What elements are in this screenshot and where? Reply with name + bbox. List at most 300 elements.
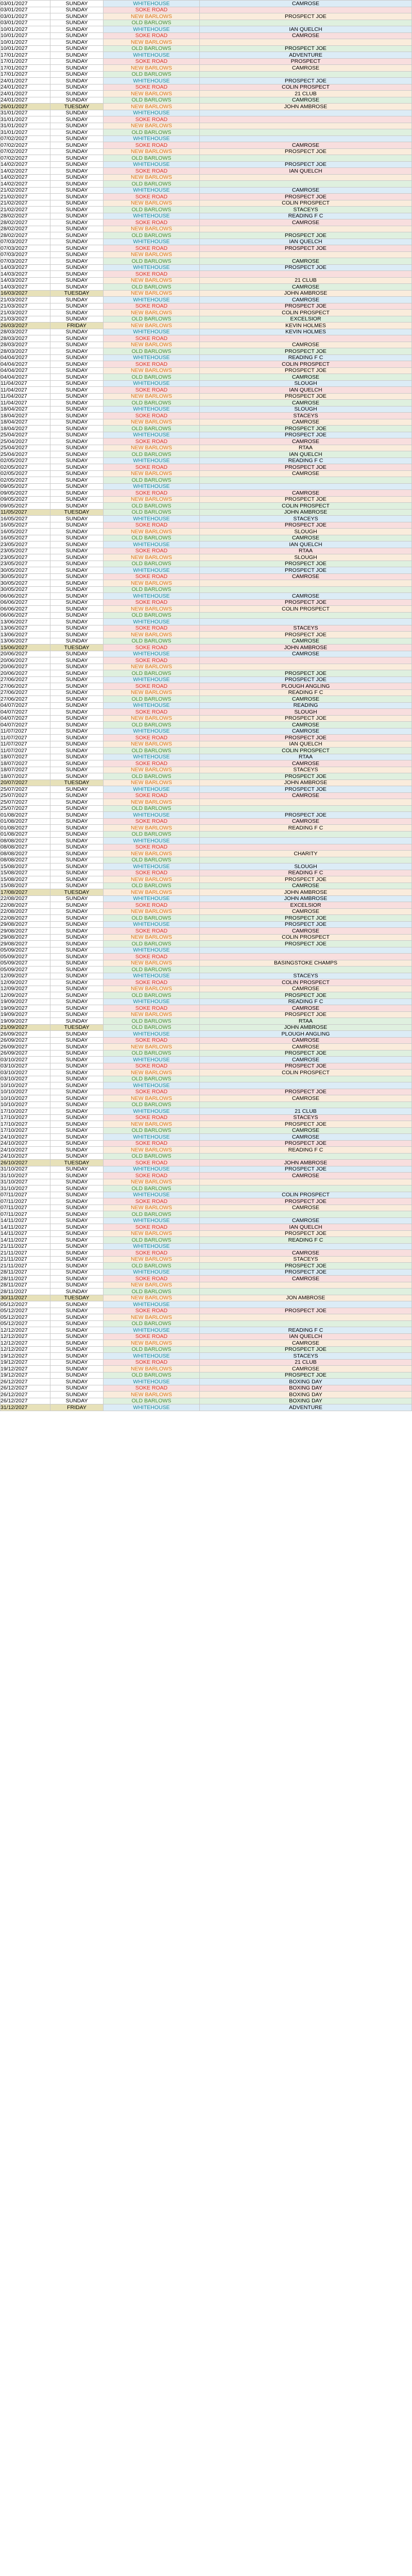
team-cell[interactable]: WHITEHOUSE xyxy=(104,619,200,625)
opponent-cell[interactable] xyxy=(200,664,412,670)
day-cell[interactable]: SUNDAY xyxy=(50,986,104,992)
opponent-cell[interactable]: STACEYS xyxy=(200,973,412,979)
opponent-cell[interactable]: SLOUGH xyxy=(200,863,412,870)
team-cell[interactable]: OLD BARLOWS xyxy=(104,477,200,484)
opponent-cell[interactable]: PROSPECT JOE xyxy=(200,432,412,438)
day-cell[interactable]: SUNDAY xyxy=(50,1050,104,1057)
team-cell[interactable]: OLD BARLOWS xyxy=(104,1211,200,1218)
day-cell[interactable]: SUNDAY xyxy=(50,116,104,123)
date-cell[interactable]: 25/07/2027 xyxy=(1,799,50,806)
date-cell[interactable]: 27/06/2027 xyxy=(1,676,50,683)
team-cell[interactable]: SOKE ROAD xyxy=(104,1173,200,1179)
opponent-cell[interactable]: READING F C xyxy=(200,825,412,832)
opponent-cell[interactable]: CAMROSE xyxy=(200,1095,412,1102)
date-cell[interactable]: 21/03/2027 xyxy=(1,297,50,303)
date-cell[interactable]: 31/01/2027 xyxy=(1,129,50,136)
team-cell[interactable]: SOKE ROAD xyxy=(104,792,200,799)
day-cell[interactable]: SUNDAY xyxy=(50,683,104,690)
day-cell[interactable]: SUNDAY xyxy=(50,915,104,922)
opponent-cell[interactable]: RTAA xyxy=(200,445,412,451)
opponent-cell[interactable]: IAN QUELCH xyxy=(200,1333,412,1340)
team-cell[interactable]: WHITEHOUSE xyxy=(104,786,200,793)
team-cell[interactable]: WHITEHOUSE xyxy=(104,1057,200,1063)
team-cell[interactable]: WHITEHOUSE xyxy=(104,329,200,335)
day-cell[interactable]: SUNDAY xyxy=(50,1289,104,1295)
opponent-cell[interactable]: JOHN AMBROSE xyxy=(200,290,412,297)
day-cell[interactable]: SUNDAY xyxy=(50,1089,104,1095)
team-cell[interactable]: NEW BARLOWS xyxy=(104,1044,200,1050)
day-cell[interactable]: SUNDAY xyxy=(50,561,104,567)
team-cell[interactable]: SOKE ROAD xyxy=(104,387,200,394)
date-cell[interactable]: 03/01/2027 xyxy=(1,13,50,20)
date-cell[interactable]: 27/06/2027 xyxy=(1,689,50,696)
team-cell[interactable]: SOKE ROAD xyxy=(104,1385,200,1392)
opponent-cell[interactable]: PROSPECT JOE xyxy=(200,264,412,271)
date-cell[interactable]: 17/01/2027 xyxy=(1,65,50,72)
team-cell[interactable]: OLD BARLOWS xyxy=(104,129,200,136)
opponent-cell[interactable]: CAMROSE xyxy=(200,65,412,72)
date-cell[interactable]: 07/11/2027 xyxy=(1,1211,50,1218)
opponent-cell[interactable]: JOHN AMBROSE xyxy=(200,779,412,786)
opponent-cell[interactable]: CAMROSE xyxy=(200,1057,412,1063)
opponent-cell[interactable]: SLOUGH xyxy=(200,554,412,561)
date-cell[interactable]: 25/07/2027 xyxy=(1,792,50,799)
opponent-cell[interactable]: CAMROSE xyxy=(200,593,412,600)
opponent-cell[interactable]: STACEYS xyxy=(200,1353,412,1360)
day-cell[interactable]: SUNDAY xyxy=(50,1211,104,1218)
opponent-cell[interactable]: CAMROSE xyxy=(200,419,412,426)
date-cell[interactable]: 02/05/2027 xyxy=(1,477,50,484)
date-cell[interactable]: 28/03/2027 xyxy=(1,348,50,355)
day-cell[interactable]: SUNDAY xyxy=(50,1366,104,1372)
day-cell[interactable]: TUESDAY xyxy=(50,1295,104,1301)
opponent-cell[interactable]: CAMROSE xyxy=(200,651,412,657)
day-cell[interactable]: SUNDAY xyxy=(50,71,104,78)
opponent-cell[interactable]: EXCELSIOR xyxy=(200,902,412,909)
opponent-cell[interactable]: PROSPECT JOE xyxy=(200,915,412,922)
opponent-cell[interactable]: PROSPECT JOE xyxy=(200,1050,412,1057)
opponent-cell[interactable]: JOHN AMBROSE xyxy=(200,645,412,651)
date-cell[interactable]: 14/02/2027 xyxy=(1,174,50,181)
day-cell[interactable]: SUNDAY xyxy=(50,342,104,348)
team-cell[interactable]: WHITEHOUSE xyxy=(104,1301,200,1308)
date-cell[interactable]: 26/10/2027 xyxy=(1,1160,50,1166)
day-cell[interactable]: SUNDAY xyxy=(50,702,104,709)
opponent-cell[interactable]: PROSPECT JOE xyxy=(200,921,412,928)
day-cell[interactable]: SUNDAY xyxy=(50,541,104,548)
team-cell[interactable]: WHITEHOUSE xyxy=(104,483,200,490)
day-cell[interactable]: SUNDAY xyxy=(50,928,104,935)
date-cell[interactable]: 24/01/2027 xyxy=(1,78,50,84)
team-cell[interactable]: SOKE ROAD xyxy=(104,1359,200,1366)
team-cell[interactable]: OLD BARLOWS xyxy=(104,722,200,728)
date-cell[interactable]: 01/08/2027 xyxy=(1,812,50,819)
team-cell[interactable]: OLD BARLOWS xyxy=(104,696,200,703)
day-cell[interactable]: SUNDAY xyxy=(50,1057,104,1063)
team-cell[interactable]: OLD BARLOWS xyxy=(104,509,200,516)
team-cell[interactable]: WHITEHOUSE xyxy=(104,516,200,522)
date-cell[interactable]: 30/05/2027 xyxy=(1,567,50,574)
date-cell[interactable]: 31/12/2027 xyxy=(1,1404,50,1411)
opponent-cell[interactable] xyxy=(200,271,412,278)
date-cell[interactable]: 25/04/2027 xyxy=(1,445,50,451)
date-cell[interactable]: 11/05/2027 xyxy=(1,509,50,516)
date-cell[interactable]: 08/08/2027 xyxy=(1,844,50,851)
day-cell[interactable]: SUNDAY xyxy=(50,264,104,271)
opponent-cell[interactable]: PROSPECT JOE xyxy=(200,632,412,638)
team-cell[interactable]: NEW BARLOWS xyxy=(104,496,200,503)
opponent-cell[interactable]: 21 CLUB xyxy=(200,1359,412,1366)
opponent-cell[interactable]: EXCELSIOR xyxy=(200,316,412,323)
opponent-cell[interactable] xyxy=(200,39,412,46)
date-cell[interactable]: 27/06/2027 xyxy=(1,683,50,690)
opponent-cell[interactable]: PROSPECT JOE xyxy=(200,367,412,374)
team-cell[interactable]: SOKE ROAD xyxy=(104,84,200,91)
team-cell[interactable]: NEW BARLOWS xyxy=(104,554,200,561)
team-cell[interactable]: WHITEHOUSE xyxy=(104,1031,200,1038)
team-cell[interactable]: OLD BARLOWS xyxy=(104,915,200,922)
team-cell[interactable]: NEW BARLOWS xyxy=(104,445,200,451)
opponent-cell[interactable] xyxy=(200,838,412,844)
opponent-cell[interactable]: PROSPECT JOE xyxy=(200,561,412,567)
team-cell[interactable]: OLD BARLOWS xyxy=(104,451,200,458)
team-cell[interactable]: NEW BARLOWS xyxy=(104,1295,200,1301)
team-cell[interactable]: OLD BARLOWS xyxy=(104,45,200,52)
opponent-cell[interactable]: 21 CLUB xyxy=(200,91,412,97)
opponent-cell[interactable]: IAN QUELCH xyxy=(200,1224,412,1231)
date-cell[interactable]: 12/12/2027 xyxy=(1,1340,50,1347)
team-cell[interactable]: NEW BARLOWS xyxy=(104,1147,200,1154)
day-cell[interactable]: SUNDAY xyxy=(50,522,104,529)
day-cell[interactable]: SUNDAY xyxy=(50,251,104,258)
day-cell[interactable]: SUNDAY xyxy=(50,207,104,213)
day-cell[interactable]: SUNDAY xyxy=(50,805,104,812)
opponent-cell[interactable]: CAMROSE xyxy=(200,1205,412,1211)
team-cell[interactable]: WHITEHOUSE xyxy=(104,1,200,7)
team-cell[interactable]: NEW BARLOWS xyxy=(104,123,200,129)
day-cell[interactable]: SUNDAY xyxy=(50,1282,104,1289)
opponent-cell[interactable] xyxy=(200,129,412,136)
day-cell[interactable]: SUNDAY xyxy=(50,380,104,387)
date-cell[interactable]: 24/01/2027 xyxy=(1,91,50,97)
day-cell[interactable]: SUNDAY xyxy=(50,400,104,406)
date-cell[interactable]: 07/03/2027 xyxy=(1,245,50,252)
date-cell[interactable]: 07/03/2027 xyxy=(1,251,50,258)
team-cell[interactable]: NEW BARLOWS xyxy=(104,889,200,896)
team-cell[interactable]: OLD BARLOWS xyxy=(104,1346,200,1353)
opponent-cell[interactable] xyxy=(200,20,412,26)
day-cell[interactable]: SUNDAY xyxy=(50,419,104,426)
team-cell[interactable]: NEW BARLOWS xyxy=(104,1205,200,1211)
team-cell[interactable]: SOKE ROAD xyxy=(104,548,200,554)
day-cell[interactable]: SUNDAY xyxy=(50,161,104,168)
day-cell[interactable]: SUNDAY xyxy=(50,457,104,464)
day-cell[interactable]: SUNDAY xyxy=(50,979,104,986)
opponent-cell[interactable]: READING F C xyxy=(200,689,412,696)
date-cell[interactable]: 26/09/2027 xyxy=(1,1050,50,1057)
day-cell[interactable]: TUESDAY xyxy=(50,104,104,110)
date-cell[interactable]: 21/02/2027 xyxy=(1,200,50,207)
team-cell[interactable]: WHITEHOUSE xyxy=(104,651,200,657)
date-cell[interactable]: 11/04/2027 xyxy=(1,400,50,406)
date-cell[interactable]: 23/05/2027 xyxy=(1,541,50,548)
opponent-cell[interactable]: ADVENTURE xyxy=(200,1404,412,1411)
date-cell[interactable]: 25/04/2027 xyxy=(1,432,50,438)
day-cell[interactable]: SUNDAY xyxy=(50,1082,104,1089)
day-cell[interactable]: SUNDAY xyxy=(50,1224,104,1231)
team-cell[interactable]: NEW BARLOWS xyxy=(104,799,200,806)
date-cell[interactable]: 19/12/2027 xyxy=(1,1366,50,1372)
opponent-cell[interactable]: CAMROSE xyxy=(200,928,412,935)
opponent-cell[interactable]: IAN QUELCH xyxy=(200,387,412,394)
day-cell[interactable]: SUNDAY xyxy=(50,1308,104,1314)
day-cell[interactable]: SUNDAY xyxy=(50,1114,104,1121)
team-cell[interactable]: NEW BARLOWS xyxy=(104,342,200,348)
opponent-cell[interactable]: JOHN AMBROSE xyxy=(200,889,412,896)
date-cell[interactable]: 07/02/2027 xyxy=(1,135,50,142)
date-cell[interactable]: 07/11/2027 xyxy=(1,1198,50,1205)
opponent-cell[interactable]: BASINGSTOKE CHAMPS xyxy=(200,960,412,967)
opponent-cell[interactable]: RTAA xyxy=(200,754,412,760)
day-cell[interactable]: SUNDAY xyxy=(50,831,104,838)
date-cell[interactable]: 26/09/2027 xyxy=(1,1031,50,1038)
team-cell[interactable]: OLD BARLOWS xyxy=(104,71,200,78)
day-cell[interactable]: SUNDAY xyxy=(50,625,104,632)
day-cell[interactable]: SUNDAY xyxy=(50,168,104,175)
team-cell[interactable]: SOKE ROAD xyxy=(104,870,200,876)
team-cell[interactable]: WHITEHOUSE xyxy=(104,1269,200,1276)
team-cell[interactable]: SOKE ROAD xyxy=(104,32,200,39)
date-cell[interactable]: 12/09/2027 xyxy=(1,973,50,979)
opponent-cell[interactable]: 21 CLUB xyxy=(200,277,412,284)
day-cell[interactable]: SUNDAY xyxy=(50,20,104,26)
date-cell[interactable]: 01/08/2027 xyxy=(1,825,50,832)
team-cell[interactable]: SOKE ROAD xyxy=(104,168,200,175)
day-cell[interactable]: SUNDAY xyxy=(50,367,104,374)
day-cell[interactable]: SUNDAY xyxy=(50,1166,104,1173)
date-cell[interactable]: 29/08/2027 xyxy=(1,941,50,947)
team-cell[interactable]: OLD BARLOWS xyxy=(104,805,200,812)
opponent-cell[interactable]: IAN QUELCH xyxy=(200,239,412,245)
date-cell[interactable]: 13/06/2027 xyxy=(1,632,50,638)
date-cell[interactable]: 21/09/2027 xyxy=(1,1024,50,1031)
date-cell[interactable]: 26/09/2027 xyxy=(1,1044,50,1050)
opponent-cell[interactable]: PROSPECT JOE xyxy=(200,812,412,819)
team-cell[interactable]: OLD BARLOWS xyxy=(104,503,200,510)
day-cell[interactable]: SUNDAY xyxy=(50,135,104,142)
day-cell[interactable]: SUNDAY xyxy=(50,155,104,162)
day-cell[interactable]: SUNDAY xyxy=(50,1101,104,1108)
team-cell[interactable]: WHITEHOUSE xyxy=(104,593,200,600)
opponent-cell[interactable] xyxy=(200,1314,412,1321)
day-cell[interactable]: SUNDAY xyxy=(50,773,104,780)
day-cell[interactable]: SUNDAY xyxy=(50,1372,104,1379)
date-cell[interactable]: 28/03/2027 xyxy=(1,342,50,348)
team-cell[interactable]: OLD BARLOWS xyxy=(104,374,200,381)
team-cell[interactable]: SOKE ROAD xyxy=(104,271,200,278)
team-cell[interactable]: SOKE ROAD xyxy=(104,1333,200,1340)
team-cell[interactable]: NEW BARLOWS xyxy=(104,715,200,722)
team-cell[interactable]: WHITEHOUSE xyxy=(104,812,200,819)
opponent-cell[interactable]: PROSPECT JOE xyxy=(200,773,412,780)
team-cell[interactable]: WHITEHOUSE xyxy=(104,110,200,116)
day-cell[interactable]: SUNDAY xyxy=(50,799,104,806)
team-cell[interactable]: SOKE ROAD xyxy=(104,142,200,149)
date-cell[interactable]: 31/10/2027 xyxy=(1,1173,50,1179)
date-cell[interactable]: 18/07/2027 xyxy=(1,760,50,767)
date-cell[interactable]: 10/01/2027 xyxy=(1,45,50,52)
team-cell[interactable]: OLD BARLOWS xyxy=(104,232,200,239)
opponent-cell[interactable] xyxy=(200,857,412,863)
day-cell[interactable]: SUNDAY xyxy=(50,91,104,97)
date-cell[interactable]: 08/08/2027 xyxy=(1,857,50,863)
team-cell[interactable]: WHITEHOUSE xyxy=(104,1379,200,1385)
day-cell[interactable]: SUNDAY xyxy=(50,838,104,844)
team-cell[interactable]: OLD BARLOWS xyxy=(104,207,200,213)
team-cell[interactable]: NEW BARLOWS xyxy=(104,779,200,786)
day-cell[interactable]: SUNDAY xyxy=(50,393,104,400)
day-cell[interactable]: SUNDAY xyxy=(50,1108,104,1115)
date-cell[interactable]: 20/06/2027 xyxy=(1,664,50,670)
team-cell[interactable]: OLD BARLOWS xyxy=(104,535,200,541)
date-cell[interactable]: 19/09/2027 xyxy=(1,1011,50,1018)
day-cell[interactable]: SUNDAY xyxy=(50,1198,104,1205)
opponent-cell[interactable]: STACEYS xyxy=(200,413,412,419)
date-cell[interactable]: 09/05/2027 xyxy=(1,490,50,497)
date-cell[interactable]: 01/08/2027 xyxy=(1,831,50,838)
opponent-cell[interactable]: CAMROSE xyxy=(200,258,412,265)
team-cell[interactable]: OLD BARLOWS xyxy=(104,638,200,645)
team-cell[interactable]: OLD BARLOWS xyxy=(104,857,200,863)
team-cell[interactable]: SOKE ROAD xyxy=(104,361,200,368)
team-cell[interactable]: NEW BARLOWS xyxy=(104,419,200,426)
day-cell[interactable]: SUNDAY xyxy=(50,851,104,857)
date-cell[interactable]: 30/05/2027 xyxy=(1,580,50,587)
team-cell[interactable]: NEW BARLOWS xyxy=(104,986,200,992)
team-cell[interactable]: SOKE ROAD xyxy=(104,928,200,935)
date-cell[interactable]: 07/11/2027 xyxy=(1,1205,50,1211)
day-cell[interactable]: SUNDAY xyxy=(50,1269,104,1276)
date-cell[interactable]: 21/11/2027 xyxy=(1,1256,50,1263)
opponent-cell[interactable]: JOHN AMBROSE xyxy=(200,1160,412,1166)
opponent-cell[interactable]: PROSPECT JOE xyxy=(200,348,412,355)
opponent-cell[interactable]: CAMROSE xyxy=(200,638,412,645)
team-cell[interactable]: SOKE ROAD xyxy=(104,599,200,606)
opponent-cell[interactable]: RTAA xyxy=(200,548,412,554)
date-cell[interactable]: 28/02/2027 xyxy=(1,219,50,226)
date-cell[interactable]: 17/01/2027 xyxy=(1,58,50,65)
team-cell[interactable]: WHITEHOUSE xyxy=(104,541,200,548)
opponent-cell[interactable] xyxy=(200,947,412,954)
date-cell[interactable]: 22/08/2027 xyxy=(1,908,50,915)
team-cell[interactable]: NEW BARLOWS xyxy=(104,1230,200,1237)
team-cell[interactable]: NEW BARLOWS xyxy=(104,1256,200,1263)
day-cell[interactable]: SUNDAY xyxy=(50,84,104,91)
team-cell[interactable]: SOKE ROAD xyxy=(104,58,200,65)
day-cell[interactable]: SUNDAY xyxy=(50,181,104,188)
team-cell[interactable]: SOKE ROAD xyxy=(104,1308,200,1314)
opponent-cell[interactable] xyxy=(200,657,412,664)
day-cell[interactable]: SUNDAY xyxy=(50,876,104,883)
date-cell[interactable]: 21/11/2027 xyxy=(1,1263,50,1269)
day-cell[interactable]: TUESDAY xyxy=(50,290,104,297)
day-cell[interactable]: FRIDAY xyxy=(50,1404,104,1411)
team-cell[interactable]: NEW BARLOWS xyxy=(104,1366,200,1372)
opponent-cell[interactable]: CAMROSE xyxy=(200,535,412,541)
opponent-cell[interactable]: CAMROSE xyxy=(200,1250,412,1257)
opponent-cell[interactable] xyxy=(200,1153,412,1160)
opponent-cell[interactable] xyxy=(200,1301,412,1308)
day-cell[interactable]: SUNDAY xyxy=(50,1031,104,1038)
day-cell[interactable]: SUNDAY xyxy=(50,39,104,46)
team-cell[interactable]: OLD BARLOWS xyxy=(104,97,200,104)
date-cell[interactable]: 12/12/2027 xyxy=(1,1327,50,1334)
day-cell[interactable]: SUNDAY xyxy=(50,651,104,657)
date-cell[interactable]: 11/04/2027 xyxy=(1,380,50,387)
team-cell[interactable]: WHITEHOUSE xyxy=(104,432,200,438)
day-cell[interactable]: SUNDAY xyxy=(50,1256,104,1263)
team-cell[interactable]: NEW BARLOWS xyxy=(104,960,200,967)
opponent-cell[interactable]: CAMROSE xyxy=(200,490,412,497)
team-cell[interactable]: OLD BARLOWS xyxy=(104,1101,200,1108)
opponent-cell[interactable]: BOXING DAY xyxy=(200,1398,412,1404)
day-cell[interactable]: SUNDAY xyxy=(50,1346,104,1353)
date-cell[interactable]: 19/09/2027 xyxy=(1,1018,50,1025)
opponent-cell[interactable]: JON AMBROSE xyxy=(200,1295,412,1301)
day-cell[interactable]: SUNDAY xyxy=(50,1301,104,1308)
team-cell[interactable]: OLD BARLOWS xyxy=(104,258,200,265)
opponent-cell[interactable] xyxy=(200,335,412,342)
day-cell[interactable]: SUNDAY xyxy=(50,477,104,484)
day-cell[interactable]: SUNDAY xyxy=(50,870,104,876)
day-cell[interactable]: SUNDAY xyxy=(50,535,104,541)
day-cell[interactable]: SUNDAY xyxy=(50,580,104,587)
day-cell[interactable]: SUNDAY xyxy=(50,26,104,33)
team-cell[interactable]: OLD BARLOWS xyxy=(104,1289,200,1295)
day-cell[interactable]: SUNDAY xyxy=(50,902,104,909)
day-cell[interactable]: SUNDAY xyxy=(50,599,104,606)
date-cell[interactable]: 16/03/2027 xyxy=(1,290,50,297)
date-cell[interactable]: 21/03/2027 xyxy=(1,303,50,310)
day-cell[interactable]: SUNDAY xyxy=(50,735,104,741)
day-cell[interactable]: SUNDAY xyxy=(50,825,104,832)
day-cell[interactable]: SUNDAY xyxy=(50,1237,104,1244)
team-cell[interactable]: SOKE ROAD xyxy=(104,1140,200,1147)
day-cell[interactable]: SUNDAY xyxy=(50,316,104,323)
opponent-cell[interactable]: STACEYS xyxy=(200,625,412,632)
opponent-cell[interactable]: COLIN PROSPECT xyxy=(200,1192,412,1198)
opponent-cell[interactable]: SLOUGH xyxy=(200,380,412,387)
team-cell[interactable]: OLD BARLOWS xyxy=(104,155,200,162)
day-cell[interactable]: SUNDAY xyxy=(50,1076,104,1082)
day-cell[interactable]: SUNDAY xyxy=(50,142,104,149)
opponent-cell[interactable]: PROSPECT JOE xyxy=(200,148,412,155)
team-cell[interactable]: WHITEHOUSE xyxy=(104,457,200,464)
day-cell[interactable]: SUNDAY xyxy=(50,895,104,902)
day-cell[interactable]: SUNDAY xyxy=(50,844,104,851)
opponent-cell[interactable]: STACEYS xyxy=(200,767,412,773)
opponent-cell[interactable]: PROSPECT JOE xyxy=(200,1198,412,1205)
opponent-cell[interactable]: CAMROSE xyxy=(200,142,412,149)
day-cell[interactable]: SUNDAY xyxy=(50,786,104,793)
date-cell[interactable]: 28/11/2027 xyxy=(1,1276,50,1282)
opponent-cell[interactable] xyxy=(200,116,412,123)
date-cell[interactable]: 10/10/2027 xyxy=(1,1095,50,1102)
date-cell[interactable]: 31/01/2027 xyxy=(1,116,50,123)
team-cell[interactable]: NEW BARLOWS xyxy=(104,1011,200,1018)
opponent-cell[interactable]: STACEYS xyxy=(200,1256,412,1263)
team-cell[interactable]: NEW BARLOWS xyxy=(104,277,200,284)
